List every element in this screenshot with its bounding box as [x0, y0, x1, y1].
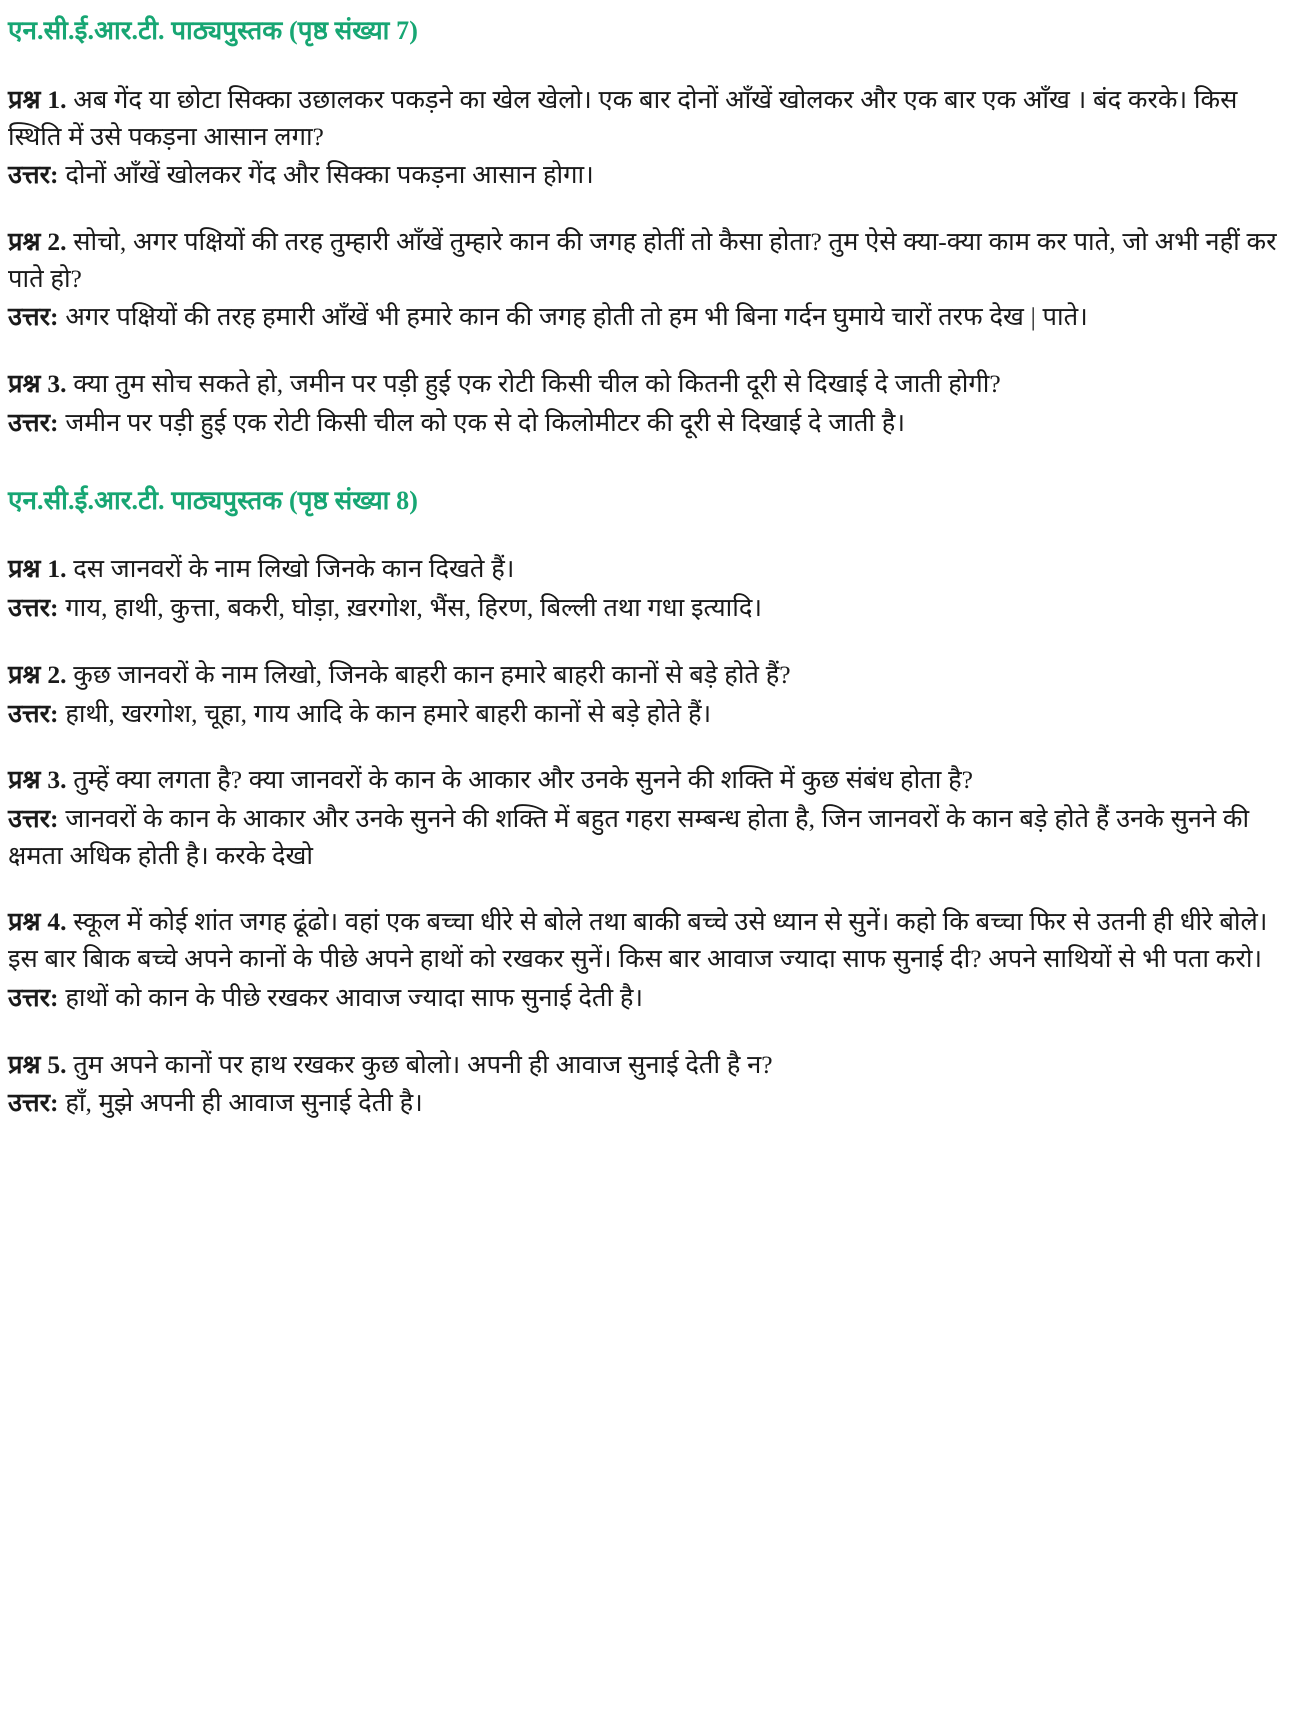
qa-block	[8, 1047, 1288, 1122]
question-text: स्कूल में कोई शांत जगह ढूंढो। वहां एक बच्चा धीरे से बोले तथा बाकी बच्चे उसे ध्यान से सुनें। कहो कि बच्चा फिर से उतनी ही धीरे बोले। इस बार बािक बच्चे अपने कानों के पीछे अपने हाथों को रखकर सुनें। किस बार आवाज ज्यादा साफ सुनाई दी? अपने साथियों से भी पता करो।	[8, 907, 1268, 974]
answer-line	[8, 299, 1288, 336]
question-label: प्रश्न 2.	[8, 659, 67, 689]
section-heading-page-7: एन.सी.ई.आर.टी. पाठ्यपुस्तक (पृष्ठ संख्या 7)	[8, 16, 418, 45]
qa-block	[8, 551, 1288, 626]
question-text: कुछ जानवरों के नाम लिखो, जिनके बाहरी कान हमारे बाहरी कानों से बड़े होते हैं?	[73, 659, 791, 689]
answer-label: उत्तर:	[8, 803, 59, 833]
answer-label: उत्तर:	[8, 160, 59, 190]
question-label: प्रश्न 2.	[8, 226, 67, 256]
answer-text: जमीन पर पड़ी हुई एक रोटी किसी चील को एक से दो किलोमीटर की दूरी से दिखाई दे जाती है।	[65, 407, 905, 437]
answer-line	[8, 590, 1288, 627]
answer-label: उत्तर:	[8, 407, 59, 437]
question-line	[8, 904, 1288, 977]
qa-block	[8, 657, 1288, 732]
answer-text: हाथी, खरगोश, चूहा, गाय आदि के कान हमारे बाहरी कानों से बड़े होते हैं।	[65, 698, 712, 728]
answer-label: उत्तर:	[8, 982, 59, 1012]
answer-line	[8, 157, 1288, 194]
question-text: सोचो, अगर पक्षियों की तरह तुम्हारी आँखें तुम्हारे कान की जगह होतीं तो कैसा होता? तुम ऐसे क्या-क्या काम कर पाते, जो अभी नहीं कर पाते हो?	[8, 226, 1277, 293]
question-text: दस जानवरों के नाम लिखो जिनके कान दिखते हैं।	[73, 554, 515, 584]
qa-block	[8, 904, 1288, 1016]
qa-block	[8, 224, 1288, 336]
answer-text: हाँ, मुझे अपनी ही आवाज सुनाई देती है।	[65, 1088, 423, 1118]
answer-line	[8, 801, 1288, 874]
question-text: तुम अपने कानों पर हाथ रखकर कुछ बोलो। अपनी ही आवाज सुनाई देती है न?	[73, 1049, 773, 1079]
question-line	[8, 762, 1288, 799]
question-label: प्रश्न 1.	[8, 84, 67, 114]
question-text: क्या तुम सोच सकते हो, जमीन पर पड़ी हुई एक रोटी किसी चील को कितनी दूरी से दिखाई दे जाती होगी?	[73, 369, 1001, 399]
question-label: प्रश्न 5.	[8, 1049, 67, 1079]
question-label: प्रश्न 4.	[8, 907, 67, 937]
answer-label: उत्तर:	[8, 1088, 59, 1118]
answer-line	[8, 405, 1288, 442]
answer-label: उत्तर:	[8, 302, 59, 332]
qa-block	[8, 82, 1288, 194]
answer-text: अगर पक्षियों की तरह हमारी आँखें भी हमारे कान की जगह होती तो हम भी बिना गर्दन घुमाये चारों तरफ देख | पाते।	[65, 302, 1088, 332]
question-text: तुम्हें क्या लगता है? क्या जानवरों के कान के आकार और उनके सुनने की शक्ति में कुछ संबंध होता है?	[73, 765, 973, 795]
answer-text: गाय, हाथी, कुत्ता, बकरी, घोड़ा, ख़रगोश, भैंस, हिरण, बिल्ली तथा गधा इत्यादि।	[65, 593, 763, 623]
question-line	[8, 657, 1288, 694]
question-line	[8, 1047, 1288, 1084]
question-label: प्रश्न 3.	[8, 369, 67, 399]
question-label: प्रश्न 1.	[8, 554, 67, 584]
answer-text: दोनों आँखें खोलकर गेंद और सिक्का पकड़ना आसान होगा।	[65, 160, 594, 190]
question-line	[8, 82, 1288, 155]
answer-text: हाथों को कान के पीछे रखकर आवाज ज्यादा साफ सुनाई देती है।	[65, 982, 644, 1012]
answer-line	[8, 696, 1288, 733]
qa-block	[8, 762, 1288, 874]
answer-label: उत्तर:	[8, 698, 59, 728]
question-line	[8, 224, 1288, 297]
answer-line	[8, 980, 1288, 1017]
answer-line	[8, 1085, 1288, 1122]
section-heading-page-8: एन.सी.ई.आर.टी. पाठ्यपुस्तक (पृष्ठ संख्या 8)	[8, 485, 418, 515]
answer-label: उत्तर:	[8, 593, 59, 623]
question-label: प्रश्न 3.	[8, 765, 67, 795]
question-line	[8, 366, 1288, 403]
answer-text: जानवरों के कान के आकार और उनके सुनने की शक्ति में बहुत गहरा सम्बन्ध होता है, जिन जानवरों के कान बड़े होते हैं उनके सुनने की क्षमता अधिक होती है। करके देखो	[8, 803, 1250, 870]
question-line	[8, 551, 1288, 588]
qa-block	[8, 366, 1288, 441]
question-text: अब गेंद या छोटा सिक्का उछालकर पकड़ने का खेल खेलो। एक बार दोनों आँखें खोलकर और एक बार एक आँख । बंद करके। किस स्थिति में उसे पकड़ना आसान लगा?	[8, 84, 1238, 151]
